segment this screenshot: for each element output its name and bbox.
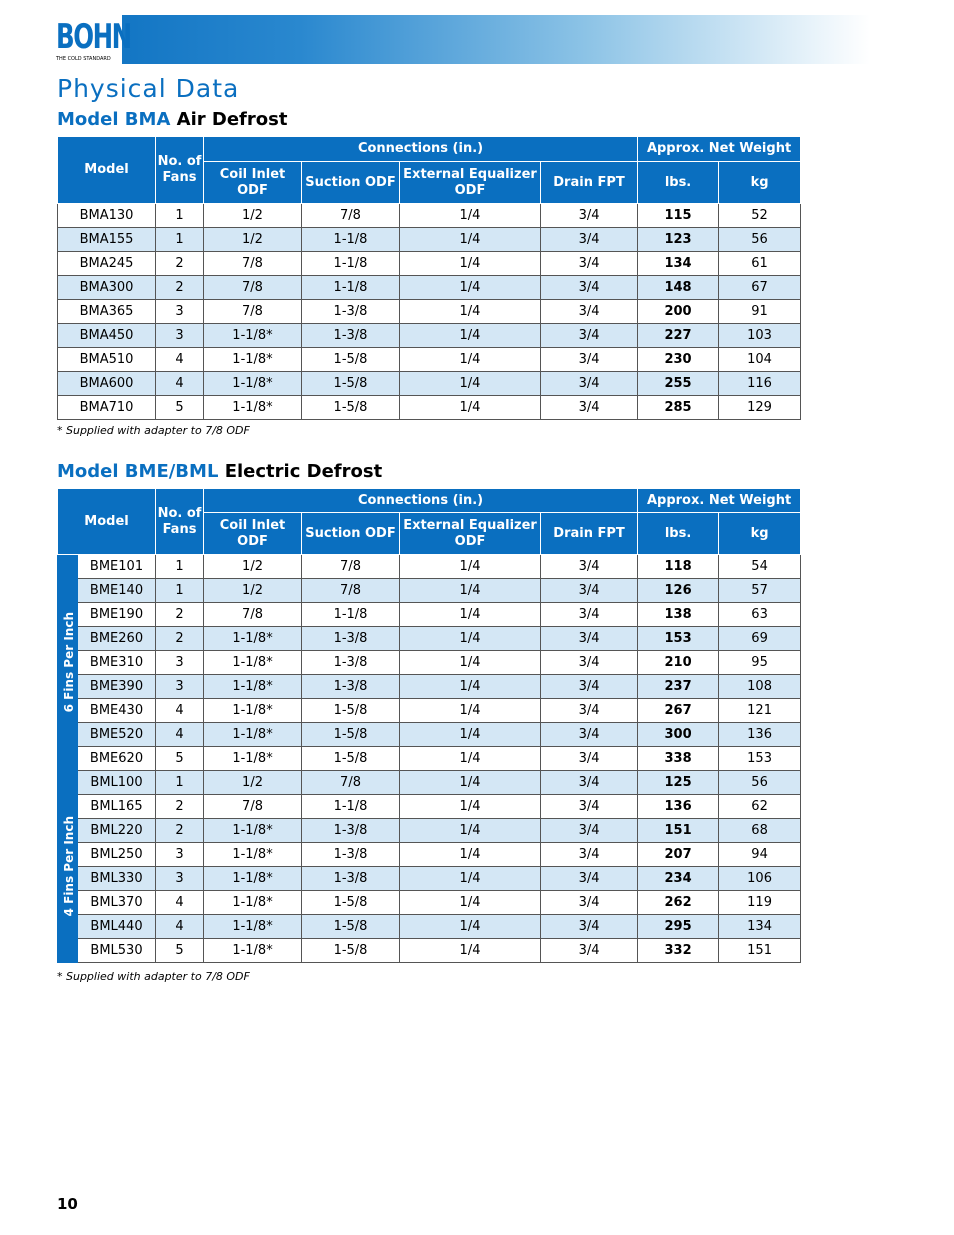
- cell-coil-inlet: 1-1/8*: [204, 372, 302, 396]
- cell-suction: 1-5/8: [302, 348, 400, 372]
- cell-kg: 56: [719, 228, 801, 252]
- cell-suction: 1-5/8: [302, 396, 400, 420]
- table-row: [58, 252, 801, 276]
- table-row: [58, 915, 801, 939]
- cell-kg: 136: [719, 723, 801, 747]
- cell-model: BMA155: [58, 228, 156, 252]
- cell-drain: 3/4: [541, 579, 638, 603]
- table-row: [58, 939, 801, 963]
- cell-lbs: 115: [638, 204, 719, 228]
- cell-ext-equalizer: 1/4: [400, 795, 541, 819]
- bma-table: [57, 136, 801, 420]
- cell-model: BML440: [78, 915, 156, 939]
- header-fans: No. of Fans: [156, 137, 204, 204]
- bme-footnote: * Supplied with adapter to 7/8 ODF: [57, 970, 250, 983]
- cell-coil-inlet: 1-1/8*: [204, 723, 302, 747]
- cell-kg: 121: [719, 699, 801, 723]
- logo-tagline: THE COLD STANDARD: [56, 56, 111, 62]
- cell-drain: 3/4: [541, 372, 638, 396]
- bohn-logo: [56, 15, 131, 64]
- cell-coil-inlet: 1-1/8*: [204, 819, 302, 843]
- cell-lbs: 295: [638, 915, 719, 939]
- header-model: Model: [58, 137, 156, 204]
- cell-model: BME190: [78, 603, 156, 627]
- cell-coil-inlet: 1/2: [204, 555, 302, 579]
- cell-suction: 1-5/8: [302, 723, 400, 747]
- cell-fans: 5: [156, 939, 204, 963]
- cell-fans: 3: [156, 651, 204, 675]
- section-title-bme-model: Model BME/BML: [57, 461, 219, 482]
- cell-kg: 95: [719, 651, 801, 675]
- cell-drain: 3/4: [541, 747, 638, 771]
- cell-lbs: 148: [638, 276, 719, 300]
- cell-suction: 1-1/8: [302, 228, 400, 252]
- cell-kg: 62: [719, 795, 801, 819]
- cell-coil-inlet: 1/2: [204, 579, 302, 603]
- header-suction: Suction ODF: [302, 162, 400, 204]
- cell-lbs: 153: [638, 627, 719, 651]
- cell-ext-equalizer: 1/4: [400, 555, 541, 579]
- table-row: [58, 795, 801, 819]
- cell-drain: 3/4: [541, 939, 638, 963]
- cell-coil-inlet: 7/8: [204, 276, 302, 300]
- header-connections: Connections (in.): [204, 489, 638, 513]
- cell-model: BML220: [78, 819, 156, 843]
- cell-coil-inlet: 1-1/8*: [204, 915, 302, 939]
- fins-group-text: 4 Fins Per Inch: [62, 816, 76, 917]
- cell-suction: 7/8: [302, 579, 400, 603]
- cell-coil-inlet: 1-1/8*: [204, 627, 302, 651]
- cell-model: BML100: [78, 771, 156, 795]
- header-suction: Suction ODF: [302, 513, 400, 555]
- table-row: [58, 204, 801, 228]
- cell-coil-inlet: 1-1/8*: [204, 324, 302, 348]
- cell-coil-inlet: 1-1/8*: [204, 891, 302, 915]
- cell-suction: 1-1/8: [302, 795, 400, 819]
- cell-drain: 3/4: [541, 915, 638, 939]
- cell-model: BME260: [78, 627, 156, 651]
- cell-suction: 1-1/8: [302, 276, 400, 300]
- table-row: [58, 747, 801, 771]
- header-coil-inlet: Coil Inlet ODF: [204, 162, 302, 204]
- cell-model: BME310: [78, 651, 156, 675]
- cell-kg: 104: [719, 348, 801, 372]
- cell-drain: 3/4: [541, 603, 638, 627]
- cell-lbs: 200: [638, 300, 719, 324]
- cell-fans: 1: [156, 555, 204, 579]
- cell-fans: 4: [156, 723, 204, 747]
- cell-drain: 3/4: [541, 324, 638, 348]
- cell-kg: 91: [719, 300, 801, 324]
- cell-drain: 3/4: [541, 651, 638, 675]
- table-row: [58, 843, 801, 867]
- cell-lbs: 300: [638, 723, 719, 747]
- cell-kg: 103: [719, 324, 801, 348]
- cell-lbs: 285: [638, 396, 719, 420]
- cell-kg: 68: [719, 819, 801, 843]
- cell-ext-equalizer: 1/4: [400, 627, 541, 651]
- cell-lbs: 136: [638, 795, 719, 819]
- cell-fans: 3: [156, 675, 204, 699]
- cell-drain: 3/4: [541, 699, 638, 723]
- section-title-bma-type: Air Defrost: [176, 109, 288, 130]
- cell-drain: 3/4: [541, 276, 638, 300]
- cell-kg: 106: [719, 867, 801, 891]
- cell-fans: 3: [156, 867, 204, 891]
- header-connections: Connections (in.): [204, 137, 638, 162]
- cell-fans: 1: [156, 579, 204, 603]
- cell-kg: 69: [719, 627, 801, 651]
- cell-fans: 4: [156, 915, 204, 939]
- cell-fans: 1: [156, 204, 204, 228]
- cell-lbs: 126: [638, 579, 719, 603]
- cell-lbs: 123: [638, 228, 719, 252]
- cell-kg: 54: [719, 555, 801, 579]
- logo-text: BOHN: [56, 17, 131, 57]
- cell-ext-equalizer: 1/4: [400, 300, 541, 324]
- cell-drain: 3/4: [541, 723, 638, 747]
- cell-kg: 61: [719, 252, 801, 276]
- cell-drain: 3/4: [541, 675, 638, 699]
- cell-ext-equalizer: 1/4: [400, 348, 541, 372]
- cell-suction: 7/8: [302, 204, 400, 228]
- cell-ext-equalizer: 1/4: [400, 324, 541, 348]
- cell-coil-inlet: 1-1/8*: [204, 675, 302, 699]
- cell-ext-equalizer: 1/4: [400, 891, 541, 915]
- cell-drain: 3/4: [541, 348, 638, 372]
- cell-coil-inlet: 1-1/8*: [204, 939, 302, 963]
- cell-drain: 3/4: [541, 555, 638, 579]
- cell-lbs: 237: [638, 675, 719, 699]
- cell-coil-inlet: 7/8: [204, 252, 302, 276]
- cell-fans: 2: [156, 795, 204, 819]
- cell-fans: 4: [156, 891, 204, 915]
- cell-model: BMA300: [58, 276, 156, 300]
- cell-suction: 1-3/8: [302, 819, 400, 843]
- cell-model: BME140: [78, 579, 156, 603]
- table-row: [58, 651, 801, 675]
- cell-model: BMA450: [58, 324, 156, 348]
- cell-lbs: 234: [638, 867, 719, 891]
- cell-coil-inlet: 1-1/8*: [204, 651, 302, 675]
- cell-coil-inlet: 1/2: [204, 204, 302, 228]
- table-row: [58, 300, 801, 324]
- cell-model: BMA710: [58, 396, 156, 420]
- cell-coil-inlet: 7/8: [204, 603, 302, 627]
- cell-ext-equalizer: 1/4: [400, 276, 541, 300]
- cell-model: BME620: [78, 747, 156, 771]
- cell-suction: 1-3/8: [302, 324, 400, 348]
- cell-coil-inlet: 1/2: [204, 771, 302, 795]
- section-title-bma-model: Model BMA: [57, 109, 171, 130]
- bme-table: [57, 488, 801, 963]
- fins-group-label: [58, 771, 78, 963]
- cell-fans: 4: [156, 372, 204, 396]
- cell-fans: 5: [156, 747, 204, 771]
- cell-ext-equalizer: 1/4: [400, 771, 541, 795]
- header-drain: Drain FPT: [541, 162, 638, 204]
- cell-suction: 1-5/8: [302, 372, 400, 396]
- cell-suction: 1-5/8: [302, 891, 400, 915]
- cell-fans: 3: [156, 324, 204, 348]
- cell-kg: 116: [719, 372, 801, 396]
- cell-ext-equalizer: 1/4: [400, 579, 541, 603]
- header-lbs: lbs.: [638, 513, 719, 555]
- cell-model: BMA245: [58, 252, 156, 276]
- table-row: [58, 324, 801, 348]
- cell-ext-equalizer: 1/4: [400, 819, 541, 843]
- cell-suction: 1-3/8: [302, 843, 400, 867]
- cell-model: BME390: [78, 675, 156, 699]
- table-row: [58, 228, 801, 252]
- cell-ext-equalizer: 1/4: [400, 252, 541, 276]
- cell-suction: 1-5/8: [302, 915, 400, 939]
- cell-drain: 3/4: [541, 228, 638, 252]
- cell-fans: 2: [156, 819, 204, 843]
- table-row: [58, 819, 801, 843]
- cell-kg: 153: [719, 747, 801, 771]
- table-row: [58, 372, 801, 396]
- table-row: [58, 348, 801, 372]
- cell-model: BML530: [78, 939, 156, 963]
- cell-fans: 1: [156, 228, 204, 252]
- cell-drain: 3/4: [541, 252, 638, 276]
- cell-coil-inlet: 1-1/8*: [204, 348, 302, 372]
- cell-coil-inlet: 1/2: [204, 228, 302, 252]
- cell-model: BML330: [78, 867, 156, 891]
- cell-ext-equalizer: 1/4: [400, 204, 541, 228]
- cell-coil-inlet: 1-1/8*: [204, 867, 302, 891]
- cell-lbs: 207: [638, 843, 719, 867]
- cell-ext-equalizer: 1/4: [400, 372, 541, 396]
- header-fans: No. of Fans: [156, 489, 204, 555]
- cell-suction: 7/8: [302, 771, 400, 795]
- cell-coil-inlet: 7/8: [204, 300, 302, 324]
- cell-model: BME520: [78, 723, 156, 747]
- cell-ext-equalizer: 1/4: [400, 651, 541, 675]
- cell-suction: 1-1/8: [302, 252, 400, 276]
- cell-lbs: 338: [638, 747, 719, 771]
- cell-ext-equalizer: 1/4: [400, 723, 541, 747]
- cell-ext-equalizer: 1/4: [400, 843, 541, 867]
- header-weight: Approx. Net Weight: [638, 489, 801, 513]
- cell-fans: 3: [156, 300, 204, 324]
- cell-model: BML165: [78, 795, 156, 819]
- cell-kg: 57: [719, 579, 801, 603]
- cell-fans: 2: [156, 276, 204, 300]
- table-row: [58, 771, 801, 795]
- cell-drain: 3/4: [541, 795, 638, 819]
- cell-kg: 94: [719, 843, 801, 867]
- table-row: [58, 867, 801, 891]
- cell-drain: 3/4: [541, 891, 638, 915]
- cell-drain: 3/4: [541, 843, 638, 867]
- cell-lbs: 262: [638, 891, 719, 915]
- section-title-bme-type: Electric Defrost: [224, 461, 383, 482]
- header-ext-equalizer: External Equalizer ODF: [400, 162, 541, 204]
- page-title: Physical Data: [57, 74, 240, 103]
- header-weight: Approx. Net Weight: [638, 137, 801, 162]
- cell-coil-inlet: 1-1/8*: [204, 396, 302, 420]
- cell-lbs: 255: [638, 372, 719, 396]
- cell-suction: 1-3/8: [302, 675, 400, 699]
- cell-ext-equalizer: 1/4: [400, 915, 541, 939]
- table-row: [58, 555, 801, 579]
- cell-coil-inlet: 1-1/8*: [204, 747, 302, 771]
- section-title-bma: [57, 109, 287, 130]
- cell-model: BME101: [78, 555, 156, 579]
- cell-ext-equalizer: 1/4: [400, 939, 541, 963]
- cell-model: BMA600: [58, 372, 156, 396]
- table-row: [58, 627, 801, 651]
- cell-fans: 2: [156, 603, 204, 627]
- cell-lbs: 138: [638, 603, 719, 627]
- fins-group-label: [58, 555, 78, 771]
- cell-coil-inlet: 1-1/8*: [204, 699, 302, 723]
- cell-lbs: 151: [638, 819, 719, 843]
- cell-suction: 1-3/8: [302, 300, 400, 324]
- cell-model: BME430: [78, 699, 156, 723]
- cell-ext-equalizer: 1/4: [400, 603, 541, 627]
- cell-lbs: 134: [638, 252, 719, 276]
- table-row: [58, 699, 801, 723]
- header-coil-inlet: Coil Inlet ODF: [204, 513, 302, 555]
- section-title-bme: [57, 461, 382, 482]
- header-lbs: lbs.: [638, 162, 719, 204]
- cell-model: BMA130: [58, 204, 156, 228]
- table-row: [58, 396, 801, 420]
- cell-lbs: 227: [638, 324, 719, 348]
- cell-drain: 3/4: [541, 204, 638, 228]
- cell-suction: 1-5/8: [302, 699, 400, 723]
- cell-lbs: 332: [638, 939, 719, 963]
- cell-lbs: 267: [638, 699, 719, 723]
- cell-kg: 56: [719, 771, 801, 795]
- cell-kg: 119: [719, 891, 801, 915]
- cell-kg: 134: [719, 915, 801, 939]
- cell-ext-equalizer: 1/4: [400, 747, 541, 771]
- cell-lbs: 125: [638, 771, 719, 795]
- cell-drain: 3/4: [541, 300, 638, 324]
- cell-fans: 3: [156, 843, 204, 867]
- cell-fans: 4: [156, 348, 204, 372]
- cell-kg: 63: [719, 603, 801, 627]
- cell-model: BML250: [78, 843, 156, 867]
- table-row: [58, 603, 801, 627]
- header-drain: Drain FPT: [541, 513, 638, 555]
- table-row: [58, 579, 801, 603]
- cell-model: BMA365: [58, 300, 156, 324]
- table-row: [58, 891, 801, 915]
- bma-footnote: * Supplied with adapter to 7/8 ODF: [57, 424, 250, 437]
- cell-coil-inlet: 7/8: [204, 795, 302, 819]
- cell-kg: 67: [719, 276, 801, 300]
- cell-model: BMA510: [58, 348, 156, 372]
- cell-kg: 52: [719, 204, 801, 228]
- cell-suction: 1-3/8: [302, 651, 400, 675]
- cell-ext-equalizer: 1/4: [400, 699, 541, 723]
- cell-suction: 1-3/8: [302, 627, 400, 651]
- cell-drain: 3/4: [541, 396, 638, 420]
- cell-fans: 2: [156, 627, 204, 651]
- header-kg: kg: [719, 513, 801, 555]
- cell-kg: 108: [719, 675, 801, 699]
- header-banner: [56, 15, 870, 64]
- cell-ext-equalizer: 1/4: [400, 228, 541, 252]
- cell-lbs: 210: [638, 651, 719, 675]
- cell-ext-equalizer: 1/4: [400, 867, 541, 891]
- cell-kg: 129: [719, 396, 801, 420]
- header-ext-equalizer: External Equalizer ODF: [400, 513, 541, 555]
- cell-suction: 1-1/8: [302, 603, 400, 627]
- cell-drain: 3/4: [541, 819, 638, 843]
- cell-lbs: 230: [638, 348, 719, 372]
- cell-drain: 3/4: [541, 867, 638, 891]
- cell-model: BML370: [78, 891, 156, 915]
- header-kg: kg: [719, 162, 801, 204]
- cell-suction: 7/8: [302, 555, 400, 579]
- cell-drain: 3/4: [541, 771, 638, 795]
- cell-suction: 1-5/8: [302, 939, 400, 963]
- cell-lbs: 118: [638, 555, 719, 579]
- table-row: [58, 723, 801, 747]
- cell-drain: 3/4: [541, 627, 638, 651]
- cell-suction: 1-5/8: [302, 747, 400, 771]
- header-model: Model: [58, 489, 156, 555]
- cell-kg: 151: [719, 939, 801, 963]
- cell-fans: 2: [156, 252, 204, 276]
- cell-ext-equalizer: 1/4: [400, 396, 541, 420]
- cell-fans: 1: [156, 771, 204, 795]
- page-number: 10: [57, 1195, 78, 1213]
- cell-coil-inlet: 1-1/8*: [204, 843, 302, 867]
- cell-ext-equalizer: 1/4: [400, 675, 541, 699]
- cell-fans: 5: [156, 396, 204, 420]
- cell-suction: 1-3/8: [302, 867, 400, 891]
- fins-group-text: 6 Fins Per Inch: [62, 612, 76, 713]
- cell-fans: 4: [156, 699, 204, 723]
- table-row: [58, 276, 801, 300]
- table-row: [58, 675, 801, 699]
